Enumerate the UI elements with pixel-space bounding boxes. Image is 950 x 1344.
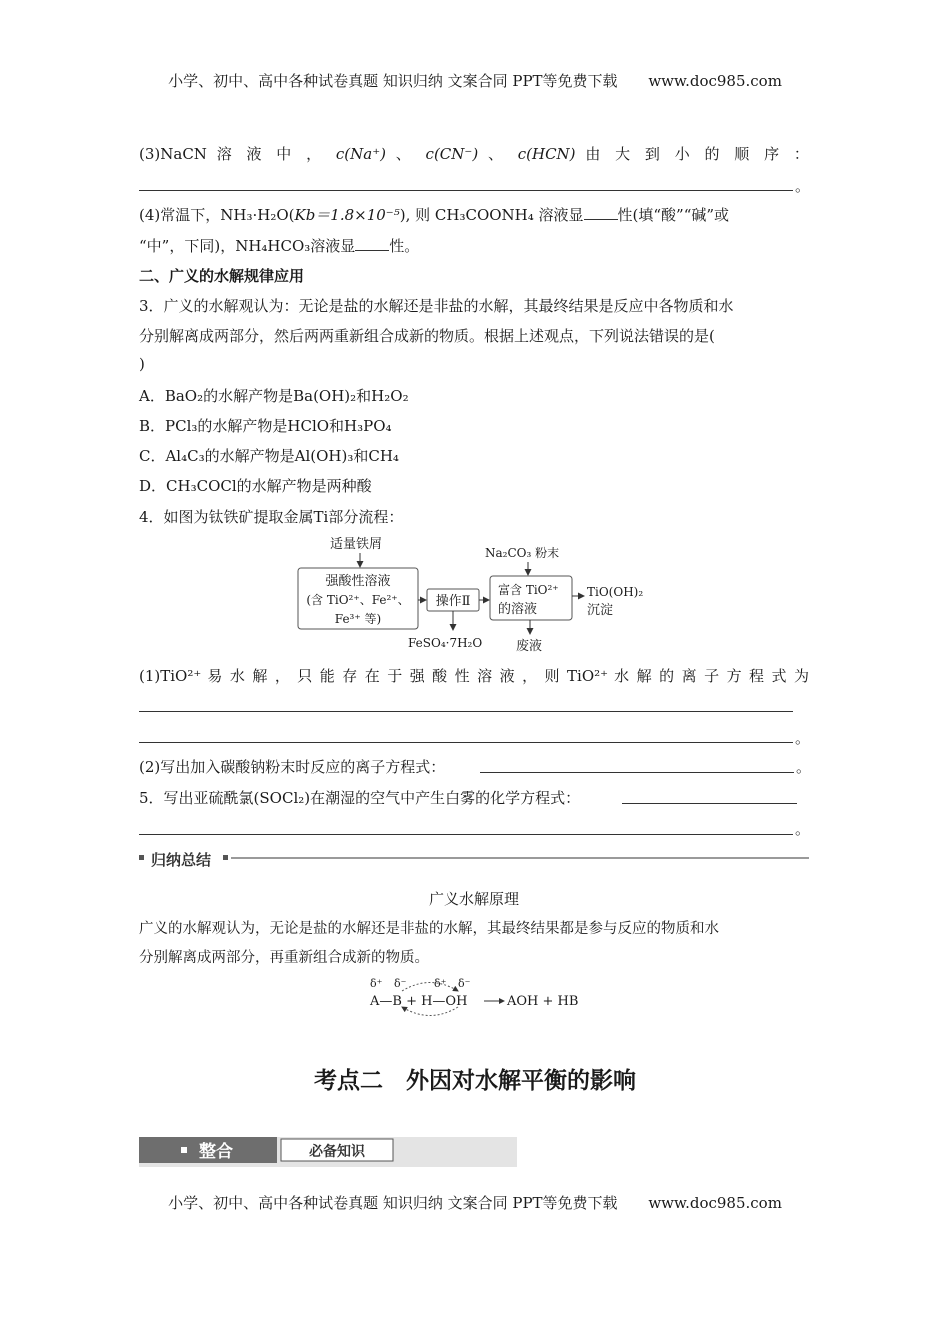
q3-4-text-a: (4)常温下，NH₃·H₂O( xyxy=(139,206,295,224)
q4-sub2: (2)写出加入碳酸钠粉末时反应的离子方程式： xyxy=(139,758,446,776)
flow-box1-line3: Fe³⁺ 等) xyxy=(334,612,382,626)
eq-charge-4: δ⁻ xyxy=(458,977,471,990)
summary-label: 归纳总结 xyxy=(151,851,212,869)
q3-stem-line3: ) xyxy=(139,355,145,373)
page-footer xyxy=(0,1192,950,1213)
section-title: 考点二 外因对水解平衡的影响 xyxy=(314,1068,636,1094)
q3-stem-line1: 3．广义的水解观认为：无论是盐的水解还是非盐的水解，其最终结果是反应中各物质和水 xyxy=(139,297,734,315)
q4-sub2-blank[interactable] xyxy=(480,772,794,773)
eq-charge-2: δ⁻ xyxy=(394,977,407,990)
flow-input-top: 适量铁屑 xyxy=(330,537,383,552)
q4-sub1-blank1[interactable] xyxy=(139,711,793,712)
q3-stem-line2: 分别解离成两部分，然后两两重新组合成新的物质。根据上述观点，下列说法错误的是( xyxy=(139,327,715,345)
q5-end: 。 xyxy=(795,820,811,838)
q3-3-line xyxy=(139,143,809,164)
summary-bar xyxy=(139,850,809,869)
eq-charge-1: δ⁺ xyxy=(370,977,383,990)
summary-square-left xyxy=(139,855,144,860)
q3-3-answer-blank[interactable] xyxy=(139,190,793,191)
flow-box2: 操作Ⅱ xyxy=(435,594,471,609)
q3-4-text-d: “中”，下同)，NH₄HCO₃溶液显 xyxy=(139,237,356,255)
footer-url[interactable]: www.doc985.com xyxy=(648,1194,782,1212)
q3-4-text-e: 性。 xyxy=(389,237,420,255)
summary-line1: 广义的水解观认为，无论是盐的水解还是非盐的水解，其最终结果都是参与反应的物质和水 xyxy=(139,921,719,937)
q4-sub1-blank2[interactable] xyxy=(139,742,793,743)
q4-sub2-end: 。 xyxy=(796,758,812,776)
page-header xyxy=(0,70,950,91)
integration-label: 整合 xyxy=(199,1142,233,1162)
q3-3-c-hcn: c(HCN) xyxy=(517,145,576,163)
integration-bar xyxy=(139,1137,517,1167)
section2-heading: 二、广义的水解规律应用 xyxy=(139,267,305,285)
q3-3-c-cn: c(CN⁻) xyxy=(425,145,479,163)
q4-stem: 4．如图为钛铁矿提取金属Ti部分流程： xyxy=(139,508,404,526)
q5-blank2[interactable] xyxy=(139,834,793,835)
flow-box1-line1: 强酸性溶液 xyxy=(325,574,391,589)
flow-box3-out: 废液 xyxy=(516,639,543,654)
q3-4-text-b: ), 则 CH₃COONH₄ 溶液显 xyxy=(399,206,584,224)
integration-sublabel: 必备知识 xyxy=(309,1144,365,1160)
eq-left: A—B + H—OH xyxy=(370,994,468,1009)
q3-4-kb: Kb＝1.8×10⁻⁵ xyxy=(294,206,400,224)
q4-flowchart xyxy=(290,534,670,656)
q4-sub1: (1)TiO²⁺ 易 水 解 ， 只 能 存 在 于 强 酸 性 溶 液 ， 则 TiO²⁺ 水 解 的 离 子 方 程 式 为 xyxy=(139,667,809,685)
summary-equation xyxy=(362,974,592,1020)
integration-square xyxy=(181,1147,187,1153)
q3-option-d: D．CH₃COCl的水解产物是两种酸 xyxy=(139,477,372,495)
q3-option-c: C．Al₄C₃的水解产物是Al(OH)₃和CH₄ xyxy=(139,447,399,465)
q3-3-end: 。 xyxy=(795,177,811,195)
q3-4-blank1[interactable] xyxy=(584,205,618,220)
header-text: 小学、初中、高中各种试卷真题 知识归纳 文案合同 PPT等免费下载 xyxy=(168,72,618,90)
q3-3-c-na: c(Na⁺) xyxy=(335,145,386,163)
q3-4-blank2[interactable] xyxy=(355,236,389,251)
q3-option-b: B．PCl₃的水解产物是HClO和H₃PO₄ xyxy=(139,417,392,435)
header-url[interactable]: www.doc985.com xyxy=(648,72,782,90)
flow-box3-line1: 富含 TiO²⁺ xyxy=(498,583,559,597)
flow-product-line2: 沉淀 xyxy=(587,603,614,618)
q3-3-sep1: 、 xyxy=(395,145,416,163)
flow-box3-line2: 的溶液 xyxy=(498,602,538,617)
flow-product-line1: TiO(OH)₂ xyxy=(587,585,644,599)
flow-box1-line2: (含 TiO²⁺、Fe²⁺、 xyxy=(306,593,410,607)
q5-stem: 5．写出亚硫酰氯(SOCl₂)在潮湿的空气中产生白雾的化学方程式： xyxy=(139,789,581,807)
summary-line2: 分别解离成两部分，再重新组合成新的物质。 xyxy=(139,950,429,966)
q3-option-a: A．BaO₂的水解产物是Ba(OH)₂和H₂O₂ xyxy=(139,387,409,405)
summary-square-right xyxy=(223,855,228,860)
summary-title: 广义水解原理 xyxy=(428,890,519,908)
q3-4-line1 xyxy=(139,204,809,225)
summary-rule xyxy=(231,857,809,859)
eq-dashed-arc-top xyxy=(402,983,458,992)
footer-text: 小学、初中、高中各种试卷真题 知识归纳 文案合同 PPT等免费下载 xyxy=(168,1194,618,1212)
q3-3-prefix: (3)NaCN 溶 液 中 ， xyxy=(139,145,327,163)
eq-right: AOH + HB xyxy=(507,994,579,1009)
q3-4-text-c: 性(填“酸”“碱”或 xyxy=(617,206,730,224)
q3-4-line2 xyxy=(139,235,809,256)
q3-3-suffix: 由 大 到 小 的 顺 序 ： xyxy=(585,145,809,163)
eq-charge-3: δ⁺ xyxy=(434,977,447,990)
flow-box2-out: FeSO₄·7H₂O xyxy=(408,636,483,650)
q5-blank1[interactable] xyxy=(622,803,797,804)
q3-3-sep2: 、 xyxy=(487,145,508,163)
q4-sub1-end: 。 xyxy=(795,729,811,747)
flow-reagent: Na₂CO₃ 粉末 xyxy=(485,546,560,560)
